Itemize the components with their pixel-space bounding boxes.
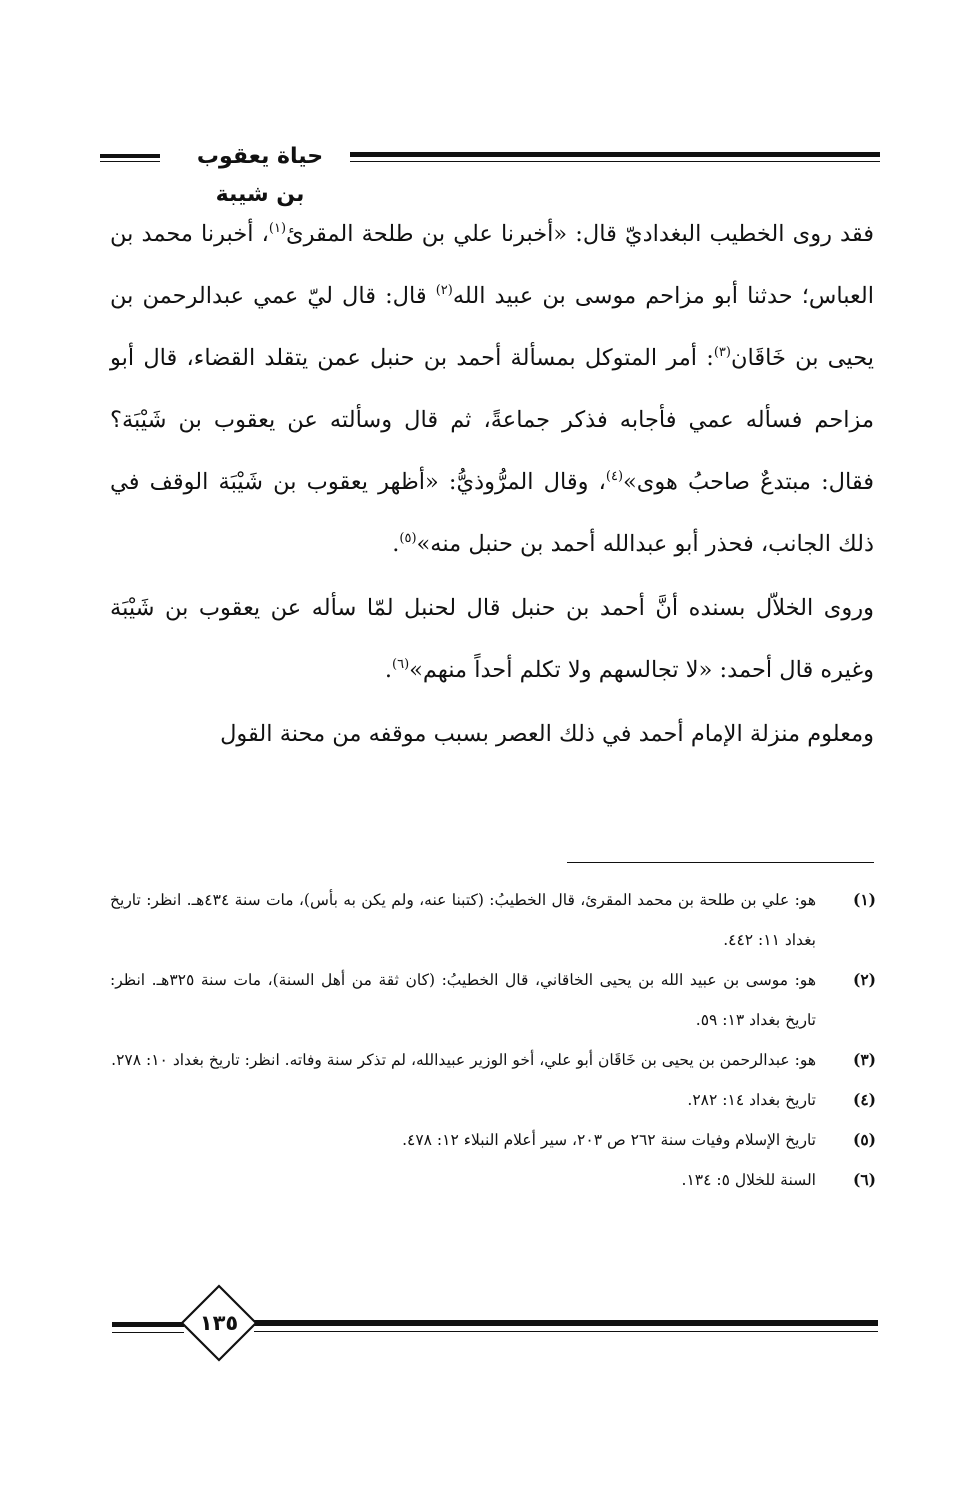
footnotes [110, 880, 876, 1200]
footnote-ref-4: (٤) [605, 469, 624, 484]
header-rule-right [350, 152, 880, 157]
paragraph-3: ومعلوم منزلة الإمام أحمد في ذلك العصر بسبب موقفه من محنة القول [220, 721, 874, 747]
para2-text-b: . [384, 657, 392, 683]
footnote-ref-3: (٣) [713, 345, 731, 360]
para2-text-a: وروى الخلاّل بسنده أنَّ أحمد بن حنبل قال لحنبل لمّا سأله عن يعقوب بن شَيْبَة وغيره قال أحمد: «لا تجالسهم ولا تكلم أحداً منهم» [110, 595, 874, 683]
footnote-4 [110, 1080, 876, 1120]
footnote-text: تاريخ بغداد ١٤: ٢٨٢. [687, 1091, 816, 1109]
para1-text-d: : أمر المتوكل بمسألة أحمد بن حنبل عمن يتقلد القضاء، قال أبو مزاحم فسأله عمي فأجابه فذكر جماعةً، ثم قال وسألته عن يعقوب بن شَيْبَة؟ فقال: مبتدعٌ صاحبُ هوى» [110, 345, 875, 495]
footnote-number: (٢) [852, 970, 876, 989]
footnote-ref-6: (٦) [392, 657, 410, 672]
footnote-number: (٣) [852, 1050, 876, 1069]
footnote-text: تاريخ الإسلام وفيات سنة ٢٦٢ ص ٢٠٣، سير أعلام النبلاء ١٢: ٤٧٨. [402, 1131, 816, 1149]
footnote-number: (٤) [852, 1090, 876, 1109]
para1-text-b: ، أخبرنا محمد بن العباس؛ حدثنا أبو مزاحم موسى بن عبيد الله [110, 221, 874, 309]
footnote-separator [567, 862, 874, 863]
para1-text-c: قال: قال ليّ عمي عبدالرحمن بن يحيى بن خَاقَان [110, 283, 874, 371]
header-title: حياة يعقوب بن شيبة [196, 144, 324, 207]
footnote-ref-5: (٥) [399, 531, 417, 546]
footnote-ref-1: (١) [268, 221, 287, 236]
page-number: ١٣٥ [199, 1311, 239, 1335]
footnote-6 [110, 1160, 876, 1200]
footer-rule-right [254, 1320, 878, 1326]
footer-rule-left [112, 1322, 184, 1327]
footnote-1 [110, 880, 876, 960]
page-number-badge [180, 1284, 258, 1362]
para1-text-a: فقد روى الخطيب البغداديّ قال: «أخبرنا علي بن طلحة المقرئ [286, 221, 875, 247]
footnote-text: هو: عبدالرحمن بن يحيى بن خَاقَان أبو علي، أخو الوزير عبيدالله، لم تذكر سنة وفاته. انظر: تاريخ بغداد ١٠: ٢٧٨. [111, 1051, 816, 1069]
header-rule-left [100, 154, 160, 158]
para1-text-f: . [392, 531, 400, 557]
para1-text-e: ، وقال المرُّوذيُّ: «أظهر يعقوب بن شَيْبَة الوقف في ذلك الجانب، فحذر أبو عبدالله أحمد بن حنبل منه» [110, 469, 874, 557]
footnote-number: (١) [852, 890, 876, 909]
footnote-text: السنة للخلال ٥: ١٣٤. [681, 1171, 816, 1189]
main-text [110, 203, 874, 765]
footnote-text: هو: علي بن طلحة بن محمد المقرئ، قال الخطيبُ: (كتبنا عنه، ولم يكن به بأس)، مات سنة ٤٣٤هـ. انظر: تاريخ بغداد ١١: ٤٤٢. [110, 891, 816, 949]
footnote-text: هو: موسى بن عبيد الله بن يحيى الخاقاني، قال الخطيبُ: (كان ثقة من أهل السنة)، مات سنة ٣٢٥هـ. انظر: تاريخ بغداد ١٣: ٥٩. [110, 971, 816, 1029]
footnote-5 [110, 1120, 876, 1160]
paragraph-1 [110, 203, 874, 575]
footnote-ref-2: (٢) [435, 283, 453, 298]
footnote-number: (٥) [852, 1130, 876, 1149]
running-header [100, 138, 880, 207]
paragraph-2 [110, 577, 874, 701]
footnote-3 [110, 1040, 876, 1080]
footnote-number: (٦) [852, 1170, 876, 1189]
footnote-2 [110, 960, 876, 1040]
